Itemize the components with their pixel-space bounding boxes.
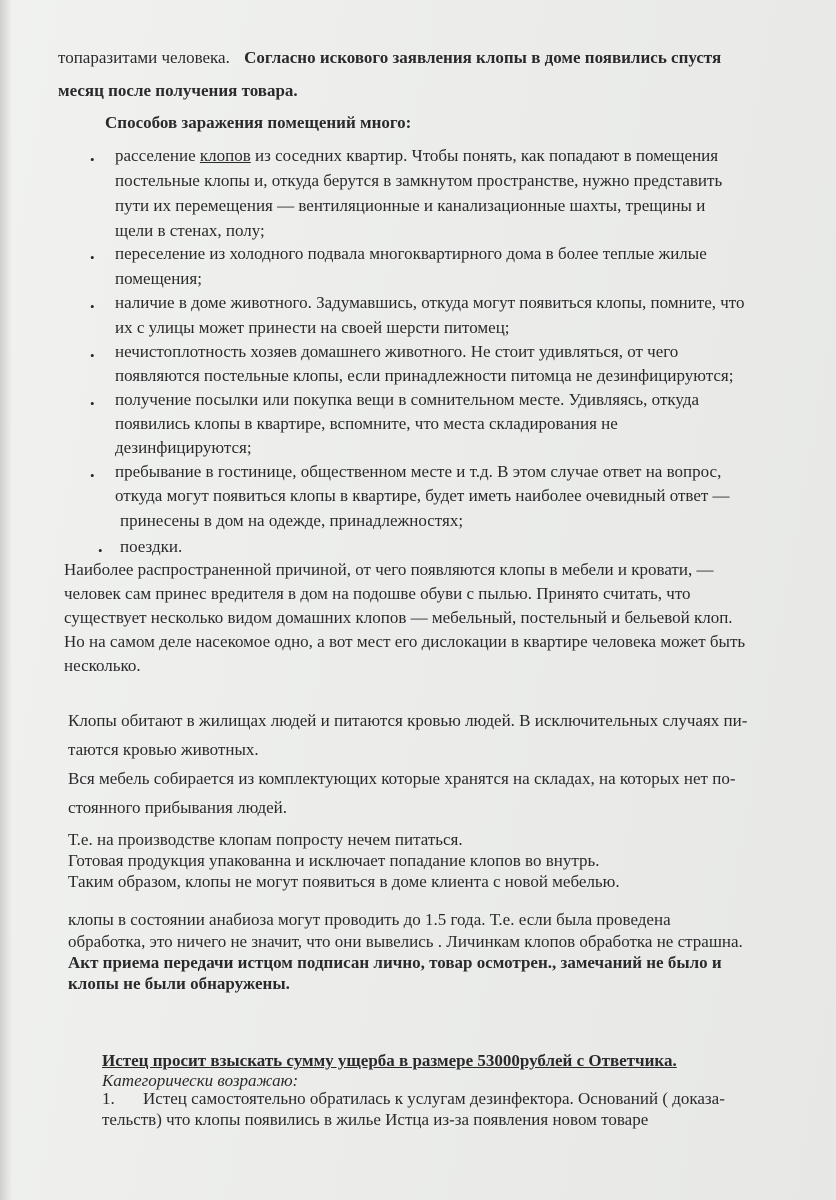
- intro-line-1: [58, 47, 798, 69]
- bullet-marker: •: [90, 396, 95, 411]
- paragraph-4-line-2: Готовая продукция упакованна и исключает попадание клопов во внутрь.: [68, 851, 600, 870]
- bullet-1-line-1: расселение клопов из соседних квартир. Чтобы понять, как попадают в помещения: [115, 146, 719, 165]
- numbered-item-number: 1.: [102, 1089, 115, 1108]
- paragraph-3-line-2: стоянного прибывания людей.: [68, 798, 287, 817]
- bullet-1-line-4: щели в стенах, полу;: [115, 221, 265, 240]
- bullet-7-line-1: поездки.: [120, 537, 183, 556]
- paragraph-3-line-1: Вся мебель собирается из комплектующих которые хранятся на складах, на которых нет по-: [68, 769, 736, 788]
- bullet-3-line-1: наличие в доме животного. Задумавшись, откуда могут появиться клопы, помните, что: [115, 293, 745, 312]
- paragraph-2-line-1: Клопы обитают в жилищах людей и питаются кровью людей. В исключительных случаях пи-: [68, 711, 748, 730]
- bullet-3-line-2: их с улицы может принести на своей шерсти питомец;: [115, 318, 510, 337]
- intro-bold-text: Согласно искового заявления клопы в доме появились спустя: [244, 48, 722, 67]
- paragraph-4-line-1: Т.е. на производстве клопам попросту нечем питаться.: [68, 830, 463, 849]
- list-heading: Способов заражения помещений много:: [105, 113, 412, 132]
- bullet-1-line-2: постельные клопы и, откуда берутся в замкнутом пространстве, нужно представить: [115, 171, 723, 190]
- paragraph-1-line-5: несколько.: [64, 656, 141, 675]
- paragraph-2-line-2: таются кровью животных.: [68, 740, 259, 759]
- underlined-word: клопов: [199, 146, 251, 165]
- bullet-marker: •: [90, 299, 95, 314]
- bullet-marker: •: [90, 348, 95, 363]
- numbered-item-line-1: Истец самостоятельно обратилась к услугам дезинфектора. Оснований ( доказа-: [143, 1089, 725, 1108]
- bullet-6-line-3: принесены в дом на одежде, принадлежностях;: [120, 511, 464, 530]
- intro-line-2: месяц после получения товара.: [58, 81, 298, 100]
- paragraph-5-bold-line-1: Акт приема передачи истцом подписан лично, товар осмотрен., замечаний не было и: [68, 953, 722, 972]
- bullet-5-line-3: дезинфицируются;: [115, 438, 252, 457]
- bullet-marker: •: [90, 152, 95, 167]
- paragraph-5-bold-line-2: клопы не были обнаружены.: [68, 974, 290, 993]
- bullet-2-line-1: переселение из холодного подвала многоквартирного дома в более теплые жилые: [115, 244, 707, 263]
- paragraph-5-line-1: клопы в состоянии анабиоза могут проводить до 1.5 года. Т.е. если была проведена: [68, 910, 671, 929]
- intro-regular-text: топаразитами человека.: [58, 48, 230, 67]
- numbered-item-line-2: тельств) что клопы появились в жилье Истца из-за появления новом товаре: [102, 1110, 649, 1129]
- bullet-5-line-2: появились клопы в квартире, вспомните, что места складирования не: [115, 414, 618, 433]
- bullet-4-line-2: появляются постельные клопы, если принадлежности питомца не дезинфицируются;: [115, 366, 734, 385]
- bullet-6-line-1: пребывание в гостинице, общественном месте и т.д. В этом случае ответ на вопрос,: [115, 462, 722, 481]
- paragraph-1-line-1: Наиболее распространенной причиной, от чего появляются клопы в мебели и кровати, —: [64, 560, 714, 579]
- bullet-2-line-2: помещения;: [115, 269, 202, 288]
- paragraph-1-line-4: Но на самом деле насекомое одно, а вот мест его дислокации в квартире человека может быть: [64, 632, 746, 651]
- bullet-4-line-1: нечистоплотность хозяев домашнего животного. Не стоит удивляться, от чего: [115, 342, 679, 361]
- claim-heading: Истец просит взыскать сумму ущерба в размере 53000рублей с Ответчика.: [102, 1051, 677, 1070]
- paragraph-1-line-3: существует несколько видом домашних клопов — мебельный, постельный и бельевой клоп.: [64, 608, 733, 627]
- bullet-1-line-3: пути их перемещения — вентиляционные и канализационные шахты, трещины и: [115, 196, 706, 215]
- bullet-marker: •: [98, 543, 103, 558]
- objection-heading: Категорически возражаю:: [102, 1071, 299, 1090]
- bullet-marker: •: [90, 468, 95, 483]
- bullet-5-line-1: получение посылки или покупка вещи в сомнительном месте. Удивляясь, откуда: [115, 390, 700, 409]
- paragraph-5-line-2: обработка, это ничего не значит, что они вывелись . Личинкам клопов обработка не страшна.: [68, 932, 743, 951]
- paragraph-1-line-2: человек сам принес вредителя в дом на подошве обуви с пылью. Принято считать, что: [64, 584, 691, 603]
- bullet-marker: •: [90, 250, 95, 265]
- bullet-6-line-2: откуда могут появиться клопы в квартире, будет иметь наиболее очевидный ответ —: [115, 486, 730, 505]
- paragraph-4-line-3: Таким образом, клопы не могут появиться в доме клиента с новой мебелью.: [68, 872, 620, 891]
